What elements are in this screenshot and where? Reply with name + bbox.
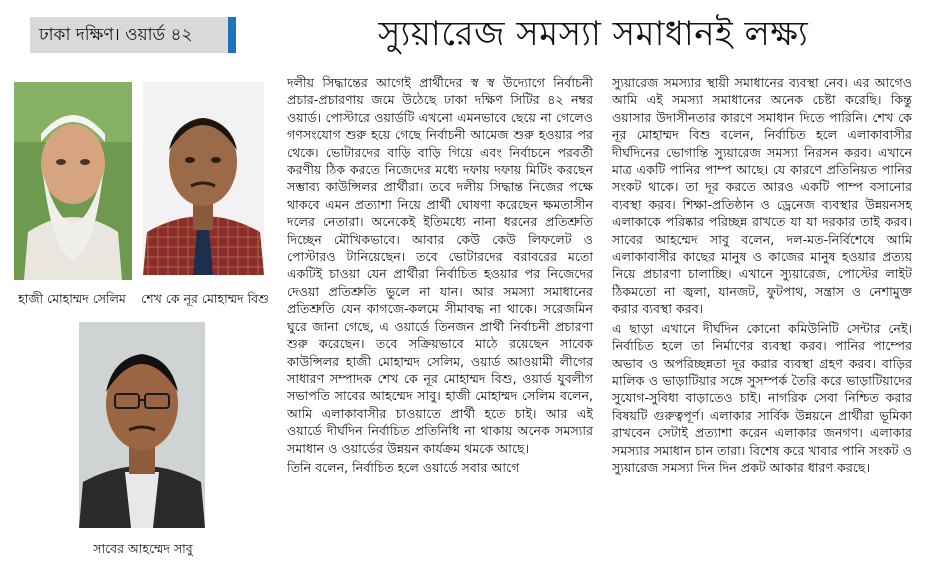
section-accent-bar — [228, 17, 236, 53]
caption-candidate-3: সাবের আহম্মেদ সাবু — [93, 541, 193, 556]
photo-candidate-2 — [143, 82, 264, 275]
caption-candidate-1: হাজী মোহাম্মদ সেলিম — [18, 291, 126, 306]
photo-candidate-3 — [79, 322, 205, 528]
article-column-1 — [287, 74, 593, 564]
photo-candidate-1 — [14, 82, 132, 280]
caption-candidate-2: শেখ কে নূর মোহাম্মদ বিশু — [141, 291, 269, 306]
article-paragraph: দলীয় সিদ্ধান্তের আগেই প্রার্থীদের স্ব স্ব উদ্যোগে নির্বাচনী প্রচার-প্রচারণায় জমে উঠেছে ঢাকা দক্ষিণ সিটির ৪২ নম্বর ওয়ার্ড। পোস্টারে ওয়ার্ডটি এখনো এমনভাবে ছেয়ে না গেলেও গণসংযোগ শুরু হয়ে গেছে নির্বাচনী আমেজ শুরু হওয়ার পর থেকে। ভোটারদের বাড়ি বাড়ি গিয়ে এবং নির্বাচনে পরবর্তী করণীয় ঠিক করতে নিজেদের মধ্যে দফায় দফায় মিটিং করছেন সম্ভাব্য কাউন্সিলর প্রার্থীরা। তবে দলীয় সিদ্ধান্ত নিজের পক্ষে থাকবে এমন প্রত্যাশা নিয়ে প্রার্থী ঘোষণা করেছেন ক্ষমতাসীন দলের নেতারা। অনেকেই ইতিমধ্যে নানা ধরনের প্রতিশ্রুতি দিচ্ছেন মৌখিকভাবে। আবার কেউ কেউ লিফলেট ও পোস্টারও টানিয়েছেন। তবে ভোটারদের বরাবরের মতো একটিই চাওয়া যেন প্রার্থীরা নির্বাচিত হওয়ার পর নিজেদের দেওয়া প্রতিশ্রুতি ভুলে না যান। আর সমস্যা সমাধানের প্রতিশ্রুতি যেন কাগজে-কলমে সীমাবদ্ধ না থাকে। সরেজমিন ঘুরে জানা গেছে, এ ওয়ার্ডে তিনজন প্রার্থী নির্বাচনী প্রচারণা শুরু করেছেন। তবে সক্রিয়ভাবে মাঠে রয়েছেন সাবেক কাউন্সিলর হাজী মোহাম্মদ সেলিম, ওয়ার্ড আওয়ামী লীগের সাধারণ সম্পাদক শেখ কে নূর মোহাম্মদ বিশু, ওয়ার্ড যুবলীগ সভাপতি সাবের আহম্মেদ সাবু। হাজী মোহাম্মদ সেলিম বলেন, আমি এলাকাবাসীর চাওয়াতে প্রার্থী হতে চাই। আর এই ওয়ার্ডে দীর্ঘদিন নির্বাচিত প্রতিনিধি না থাকায় অনেক সমস্যার সমাধান ও ওয়ার্ডের উন্নয়ন কার্যক্রম থমকে আছে। — [287, 75, 593, 456]
article-paragraph: স্যুয়ারেজ সমস্যার স্থায়ী সমাধানের ব্যবস্থা নেব। এর আগেও আমি এই সমস্যা সমাধানের অনেক চেষ্টা করেছি। কিন্তু ওয়াসার উদাসীনতার কারণে সমাধান দিতে পারিনি। শেখ কে নূর মোহাম্মদ বিশু বলেন, নির্বাচিত হলে এলাকাবাসীর দীর্ঘদিনের ভোগান্তি স্যুয়ারেজ সমস্যা নিরসন করব। এখানে মাত্র একটি পানির পাম্প আছে। যে কারণে প্রতিনিয়ত পানির সংকট থাকে। তা দূর করতে আরও একটি পাম্প বসানোর ব্যবস্থা করব। শিক্ষা-প্রতিষ্ঠান ও ড্রেনেজ ব্যবস্থার উন্নয়নসহ এলাকাকে পরিষ্কার পরিচ্ছন্ন রাখতে যা যা দরকার তাই করব। সাবের আহম্মেদ সাবু বলেন, দল-মত-নির্বিশেষে আমি এলাকাবাসীর কাছের মানুষ ও কাজের মানুষ হওয়ার প্রত্যয় নিয়ে প্রচারণা চালাচ্ছি। এখানে স্যুয়ারেজ, পোস্টের লাইট ঠিকমতো না জ্বলা, যানজট, ফুটপাথ, সন্ত্রাস ও নেশামুক্ত করার ব্যবস্থা করব। — [612, 75, 912, 317]
article-paragraph: তিনি বলেন, নির্বাচিত হলে ওয়ার্ডে সবার আগে — [287, 459, 520, 475]
headline: স্যুয়ারেজ সমস্যা সমাধানই লক্ষ্য — [378, 14, 809, 54]
section-tag — [30, 17, 236, 53]
section-label: ঢাকা দক্ষিণ। ওয়ার্ড ৪২ — [39, 25, 193, 45]
article-column-2 — [612, 74, 912, 564]
article-paragraph: এ ছাড়া এখানে দীর্ঘদিন কোনো কমিউনিটি সেন্টার নেই। নির্বাচিত হলে তা নির্মাণের ব্যবস্থা করব। পানির পাম্পের অভাব ও অপরিচ্ছন্নতা দূর করার ব্যবস্থা গ্রহণ করব। বাড়ির মালিক ও ভাড়াটিয়ার সঙ্গে সুসম্পর্ক তৈরি করে ভাড়াটিয়াদের সুযোগ-সুবিধা বাড়াতেও চাই। নাগরিক সেবা নিশ্চিত করার বিষয়টি গুরুত্বপূর্ণ। এলাকার সার্বিক উন্নয়নে প্রার্থীরা ভূমিকা রাখবেন সেটাই প্রত্যাশা করেন এলাকার জনগণ। এলাকার সমস্যার সমাধান চান তারা। বিশেষ করে খাবার পানি সংকট ও স্যুয়ারেজ সমস্যা দিন দিন প্রকট আকার ধারণ করছে। — [612, 320, 912, 475]
